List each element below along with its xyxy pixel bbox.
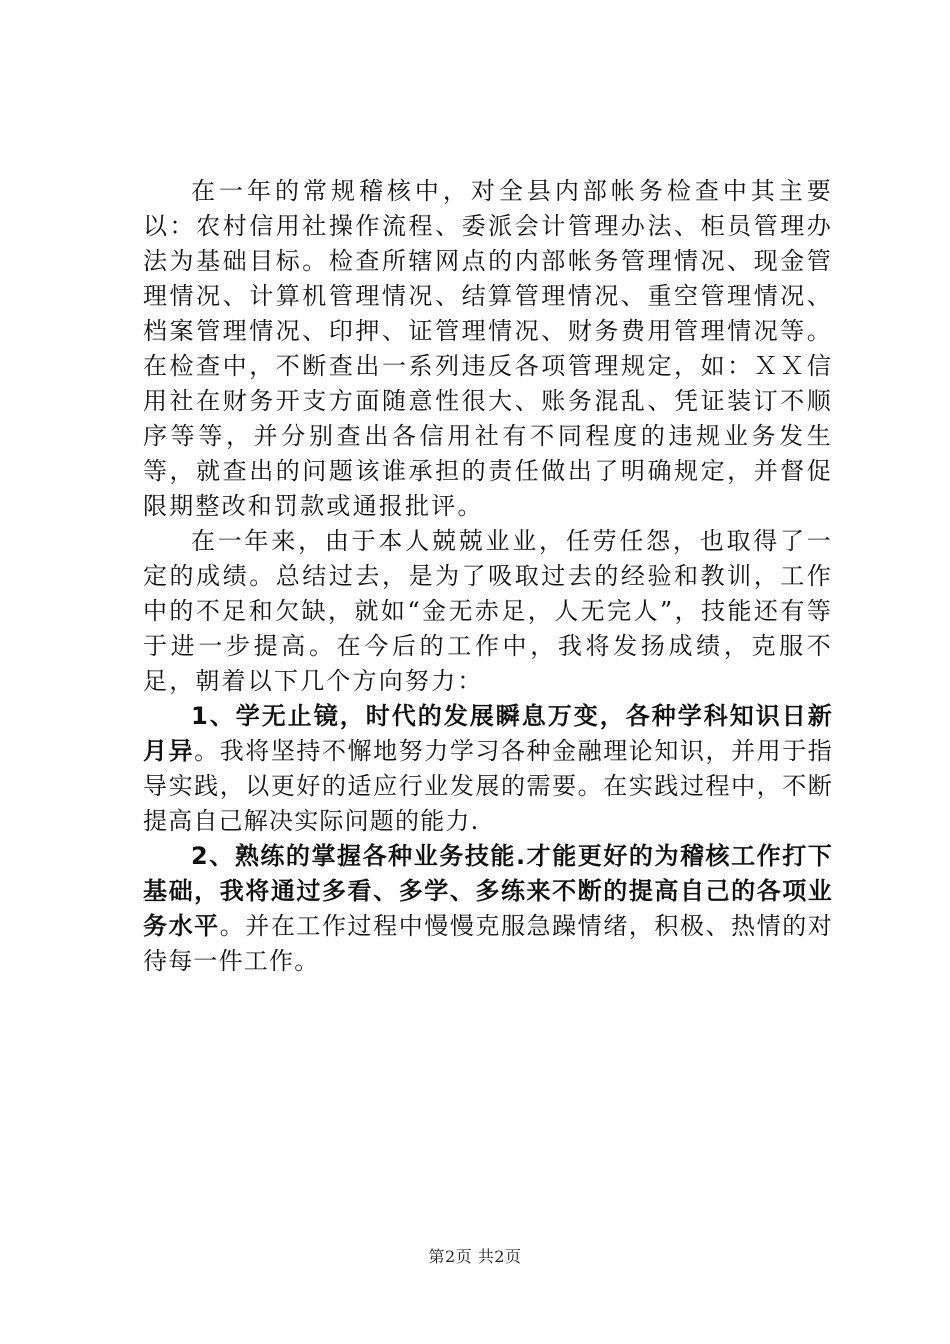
document-body [143,174,833,979]
goal-2-heading: 2、熟练的掌握各种业务技能.才能更好的为稽核工作打下基础，我将通过多看、多学、多练来不断的提高自己的各项业务水平 [143,842,833,940]
paragraph-goal-2 [143,839,833,979]
paragraph-goal-1 [143,699,833,839]
paragraph-reflection: 在一年来，由于本人兢兢业业，任劳任怨，也取得了一定的成绩。总结过去，是为了吸取过去的经验和教训，工作中的不足和欠缺，就如“金无赤足，人无完人”，技能还有等于进一步提高。在今后的工作中，我将发扬成绩，克服不足，朝着以下几个方向努力： [143,527,833,695]
goal-2-body: 。并在工作过程中慢慢克服急躁情绪，积极、热情的对待每一件工作。 [143,912,833,975]
paragraph-audit-summary: 在一年的常规稽核中，对全县内部帐务检查中其主要以：农村信用社操作流程、委派会计管理办法、柜员管理办法为基础目标。检查所辖网点的内部帐务管理情况、现金管理情况、计算机管理情况、结算管理情况、重空管理情况、档案管理情况、印押、证管理情况、财务费用管理情况等。在检查中，不断查出一系列违反各项管理规定，如：ＸＸ信用社在财务开支方面随意性很大、账务混乱、凭证装订不顺序等等，并分别查出各信用社有不同程度的违规业务发生等，就查出的问题该谁承担的责任做出了明确规定，并督促限期整改和罚款或通报批评。 [143,177,833,520]
goal-1-body: 。我将坚持不懈地努力学习各种金融理论知识，并用于指导实践，以更好的适应行业发展的需要。在实践过程中，不断提高自己解决实际问题的能力. [143,737,833,835]
page-number-footer: 第2页 共2页 [428,1247,522,1266]
goal-1-heading: 1、学无止镜，时代的发展瞬息万变，各种学科知识日新月异 [143,702,833,765]
